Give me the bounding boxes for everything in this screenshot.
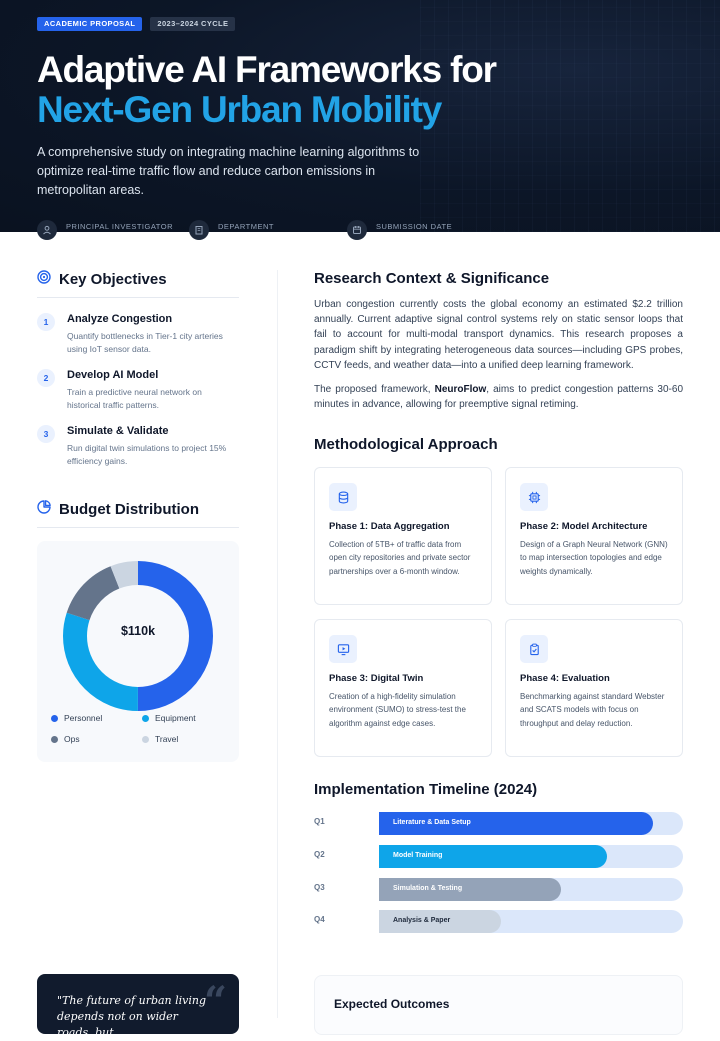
target-icon [37,270,51,289]
meta-label: PRINCIPAL INVESTIGATOR [66,222,173,231]
context-paragraph-1: Urban congestion currently costs the global economy an estimated $2.2 trillion annually. Current adaptive signal control systems rely on static sensor loops that fail to account for multi-modal transport dynamics. This research proposes a paradigm shift by integrating heterogeneous data sources—including GPS probes, CCTV feeds, and weather data—into a unified deep learning framework. [314,299,683,371]
timeline-row [314,910,683,933]
timeline-bar [379,812,653,835]
framework-name: NeuroFlow [434,384,487,395]
pie-chart-icon [37,500,51,519]
outcomes-title: Expected Outcomes [334,997,450,1011]
timeline-track [379,910,683,933]
budget-card [37,541,239,762]
phase-card-4 [505,619,683,757]
legend-swatch [142,736,149,743]
legend-label: Personnel [64,713,103,723]
user-icon [37,220,57,240]
timeline-bar [379,845,607,868]
quote-text: "The future of urban living depends not on wider roads, but [57,994,207,1039]
timeline-track [379,812,683,835]
timeline-label: Model Training [393,852,443,859]
objective-number: 1 [37,313,55,331]
legend-swatch [51,736,58,743]
clipboard-check-icon [520,635,548,663]
phase-card-3 [314,619,492,757]
legend-item-ops [51,734,80,744]
proposal-badge: ACADEMIC PROPOSAL [37,17,142,31]
title-line-2: Next-Gen Urban Mobility [37,89,442,130]
meta-label: DEPARTMENT [218,222,274,231]
legend-item-personnel [51,713,102,723]
method-heading: Methodological Approach [314,436,498,453]
hero-banner [0,0,720,232]
legend-label: Ops [64,734,80,744]
timeline-bar [379,878,561,901]
objective-desc: Train a predictive neural network on historical traffic patterns. [67,387,202,410]
monitor-play-icon [329,635,357,663]
quote-icon: “ [203,978,227,1025]
badge-row [37,17,235,31]
legend-swatch [51,715,58,722]
context-paragraph-2 [314,382,683,412]
calendar-icon [347,220,367,240]
timeline-quarter: Q3 [314,883,325,892]
timeline-quarter: Q4 [314,915,325,924]
timeline-label: Simulation & Testing [393,885,463,892]
context-heading: Research Context & Significance [314,270,550,287]
phase-desc: Benchmarking against standard Webster and SCATS models with focus on throughput and delay reduction. [520,692,665,728]
phase-title: Phase 1: Data Aggregation [329,521,450,532]
objective-desc: Quantify bottlenecks in Tier-1 city arteries using IoT sensor data. [67,331,223,354]
timeline-row [314,878,683,901]
timeline-row [314,812,683,835]
legend-label: Equipment [155,713,196,723]
meta-principal-investigator [37,219,173,240]
phase-title: Phase 2: Model Architecture [520,521,648,532]
timeline-bar [379,910,501,933]
divider [37,297,239,298]
phase-card-2 [505,467,683,605]
phase-card-1 [314,467,492,605]
timeline-track [379,878,683,901]
meta-department [189,219,274,240]
meta-label: SUBMISSION DATE [376,222,453,231]
objectives-heading [37,270,167,289]
timeline-quarter: Q2 [314,850,325,859]
meta-submission-date [347,219,452,240]
legend-label: Travel [155,734,179,744]
divider [37,527,239,528]
timeline-label: Analysis & Paper [393,917,451,924]
objective-title: Develop AI Model [67,369,159,381]
outcomes-card [314,975,683,1035]
budget-total: $110k [120,624,156,638]
paragraph-text: The proposed framework, [314,384,435,395]
quote-card [37,974,239,1039]
legend-swatch [142,715,149,722]
objective-item [37,424,237,468]
timeline-track [379,845,683,868]
cycle-badge: 2023–2024 CYCLE [150,17,235,31]
objective-title: Simulate & Validate [67,425,169,437]
database-icon [329,483,357,511]
phase-desc: Design of a Graph Neural Network (GNN) to map intersection topologies and edge weights dynamically. [520,540,668,576]
column-divider [277,270,278,1018]
phase-title: Phase 3: Digital Twin [329,673,424,684]
title-line-1: Adaptive AI Frameworks for [37,49,496,90]
page-subtitle: A comprehensive study on integrating machine learning algorithms to optimize real-time traffic flow and reduce carbon emissions in metropolitan areas. [37,145,420,197]
meta-row [37,219,697,239]
objective-number: 3 [37,425,55,443]
objective-item [37,368,237,412]
phase-desc: Creation of a high-fidelity simulation environment (SUMO) to stress-test the algorithm against edge cases. [329,692,466,728]
paragraph-text: , aims to predict congestion patterns 30-60 minutes in advance, allowing for preemptive signal retiming. [314,384,683,411]
legend-item-equipment [142,713,196,723]
building-icon [189,220,209,240]
timeline-quarter: Q1 [314,817,325,826]
cpu-icon [520,483,548,511]
timeline-heading: Implementation Timeline (2024) [314,781,538,798]
legend-item-travel [142,734,178,744]
phase-title: Phase 4: Evaluation [520,673,610,684]
timeline-label: Literature & Data Setup [393,819,471,826]
phase-desc: Collection of 5TB+ of traffic data from open city repositories and private sector partnerships over a 6-month window. [329,540,471,576]
objective-title: Analyze Congestion [67,313,173,325]
timeline-row [314,845,683,868]
page-title [37,50,496,130]
objective-number: 2 [37,369,55,387]
objectives-title: Key Objectives [59,271,167,288]
budget-heading [37,500,199,519]
objective-item [37,312,237,356]
objectives-list [37,312,237,480]
budget-title: Budget Distribution [59,501,199,518]
objective-desc: Run digital twin simulations to project 15% efficiency gains. [67,443,227,466]
